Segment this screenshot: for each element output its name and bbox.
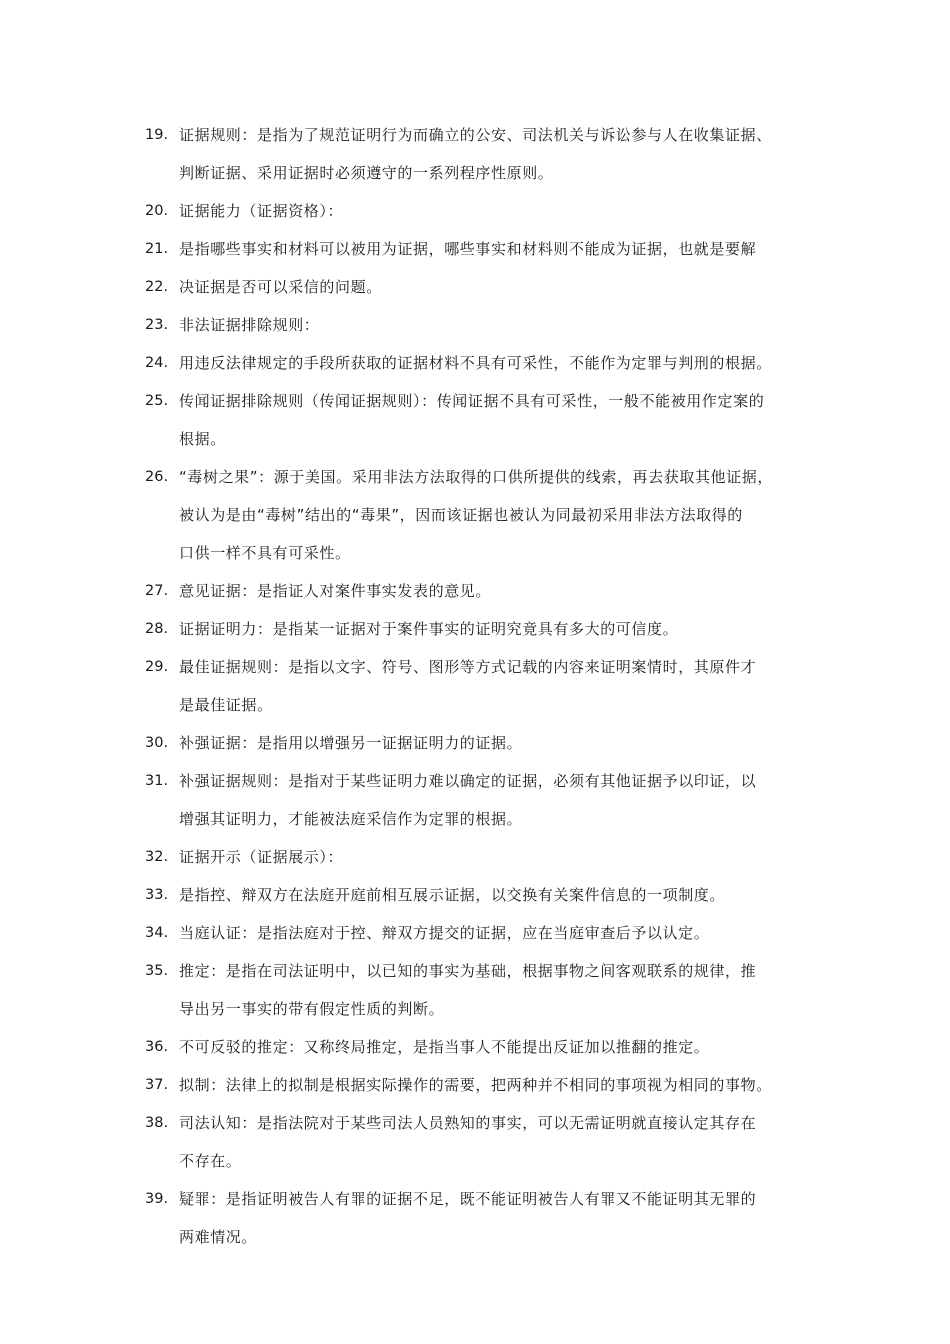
list-item bbox=[145, 762, 815, 838]
item-number: 37. bbox=[145, 1077, 169, 1093]
list-item bbox=[145, 344, 815, 382]
item-text-line: 是指哪些事实和材料可以被用为证据，哪些事实和材料则不能成为证据，也就是要解 bbox=[179, 240, 757, 258]
item-text-line: 被认为是由“毒树”结出的“毒果”，因而该证据也被认为同最初采用非法方法取得的 bbox=[179, 506, 743, 524]
item-number: 27. bbox=[145, 583, 169, 599]
list-item bbox=[145, 382, 815, 458]
item-text-line: 证据证明力：是指某一证据对于案件事实的证明究竟具有多大的可信度。 bbox=[179, 620, 679, 638]
item-text bbox=[179, 268, 815, 306]
item-text-line: “毒树之果”：源于美国。采用非法方法取得的口供所提供的线索，再去获取其他证据， bbox=[179, 468, 773, 486]
list-item bbox=[145, 192, 815, 230]
item-number: 36. bbox=[145, 1039, 169, 1055]
item-number: 31. bbox=[145, 773, 169, 789]
item-text-line: 判断证据、采用证据时必须遵守的一系列程序性原则。 bbox=[179, 164, 554, 182]
list-item bbox=[145, 1066, 815, 1104]
item-text bbox=[179, 648, 815, 724]
item-text bbox=[179, 116, 815, 192]
item-text-line: 司法认知：是指法院对于某些司法人员熟知的事实，可以无需证明就直接认定其存在 bbox=[179, 1114, 757, 1132]
list-item bbox=[145, 116, 815, 192]
item-text-line: 拟制：法律上的拟制是根据实际操作的需要，把两种并不相同的事项视为相同的事物。 bbox=[179, 1076, 772, 1094]
item-number: 32. bbox=[145, 849, 169, 865]
item-number: 33. bbox=[145, 887, 169, 903]
item-text-line: 传闻证据排除规则（传闻证据规则）：传闻证据不具有可采性，一般不能被用作定案的 bbox=[179, 392, 765, 410]
item-text-line: 补强证据规则：是指对于某些证明力难以确定的证据，必须有其他证据予以印证，以 bbox=[179, 772, 757, 790]
item-text-line: 用违反法律规定的手段所获取的证据材料不具有可采性，不能作为定罪与判刑的根据。 bbox=[179, 354, 772, 372]
item-number: 22. bbox=[145, 279, 169, 295]
list-item bbox=[145, 1180, 815, 1256]
item-text bbox=[179, 344, 815, 382]
item-text bbox=[179, 914, 815, 952]
item-text bbox=[179, 762, 815, 838]
list-item bbox=[145, 268, 815, 306]
list-item bbox=[145, 610, 815, 648]
item-text bbox=[179, 724, 815, 762]
item-text-line: 最佳证据规则：是指以文字、符号、图形等方式记载的内容来证明案情时，其原件才 bbox=[179, 658, 757, 676]
item-text bbox=[179, 572, 815, 610]
list-item bbox=[145, 838, 815, 876]
item-text bbox=[179, 192, 815, 230]
list-item bbox=[145, 572, 815, 610]
item-text bbox=[179, 306, 815, 344]
list-item bbox=[145, 952, 815, 1028]
item-text bbox=[179, 952, 815, 1028]
item-number: 25. bbox=[145, 393, 169, 409]
item-text-line: 推定：是指在司法证明中，以已知的事实为基础，根据事物之间客观联系的规律，推 bbox=[179, 962, 757, 980]
item-number: 26. bbox=[145, 469, 169, 485]
list-item bbox=[145, 230, 815, 268]
item-number: 35. bbox=[145, 963, 169, 979]
item-text bbox=[179, 1180, 815, 1256]
item-number: 29. bbox=[145, 659, 169, 675]
list-item bbox=[145, 876, 815, 914]
item-number: 20. bbox=[145, 203, 169, 219]
item-text-line: 证据能力（证据资格）： bbox=[179, 202, 344, 220]
item-text bbox=[179, 838, 815, 876]
item-text-line: 不可反驳的推定：又称终局推定，是指当事人不能提出反证加以推翻的推定。 bbox=[179, 1038, 710, 1056]
item-text-line: 证据开示（证据展示）： bbox=[179, 848, 344, 866]
item-text-line: 意见证据：是指证人对案件事实发表的意见。 bbox=[179, 582, 492, 600]
item-text bbox=[179, 1028, 815, 1066]
item-text-line: 疑罪：是指证明被告人有罪的证据不足，既不能证明被告人有罪又不能证明其无罪的 bbox=[179, 1190, 757, 1208]
item-text bbox=[179, 230, 815, 268]
item-text bbox=[179, 876, 815, 914]
item-text-line: 是指控、辩双方在法庭开庭前相互展示证据，以交换有关案件信息的一项制度。 bbox=[179, 886, 726, 904]
item-number: 30. bbox=[145, 735, 169, 751]
item-text-line: 证据规则：是指为了规范证明行为而确立的公安、司法机关与诉讼参与人在收集证据、 bbox=[179, 126, 772, 144]
item-number: 28. bbox=[145, 621, 169, 637]
item-text bbox=[179, 458, 815, 572]
list-item bbox=[145, 648, 815, 724]
list-item bbox=[145, 724, 815, 762]
item-text-line: 是最佳证据。 bbox=[179, 696, 273, 714]
item-text-line: 增强其证明力，才能被法庭采信作为定罪的根据。 bbox=[179, 810, 523, 828]
item-text-line: 口供一样不具有可采性。 bbox=[179, 544, 351, 562]
item-text-line: 当庭认证：是指法庭对于控、辩双方提交的证据，应在当庭审查后予以认定。 bbox=[179, 924, 710, 942]
list-item bbox=[145, 914, 815, 952]
item-text bbox=[179, 1104, 815, 1180]
item-text bbox=[179, 610, 815, 648]
item-number: 24. bbox=[145, 355, 169, 371]
list-item bbox=[145, 1028, 815, 1066]
item-text-line: 根据。 bbox=[179, 430, 226, 448]
item-number: 19. bbox=[145, 127, 169, 143]
list-item bbox=[145, 458, 815, 572]
list-item bbox=[145, 306, 815, 344]
item-number: 23. bbox=[145, 317, 169, 333]
item-text-line: 不存在。 bbox=[179, 1152, 242, 1170]
item-number: 34. bbox=[145, 925, 169, 941]
item-text-line: 决证据是否可以采信的问题。 bbox=[179, 278, 382, 296]
item-text-line: 导出另一事实的带有假定性质的判断。 bbox=[179, 1000, 445, 1018]
item-text-line: 非法证据排除规则： bbox=[179, 316, 320, 334]
item-number: 39. bbox=[145, 1191, 169, 1207]
item-text-line: 补强证据：是指用以增强另一证据证明力的证据。 bbox=[179, 734, 523, 752]
item-number: 21. bbox=[145, 241, 169, 257]
list-item bbox=[145, 1104, 815, 1180]
item-text bbox=[179, 1066, 815, 1104]
item-text-line: 两难情况。 bbox=[179, 1228, 258, 1246]
item-text bbox=[179, 382, 815, 458]
item-number: 38. bbox=[145, 1115, 169, 1131]
